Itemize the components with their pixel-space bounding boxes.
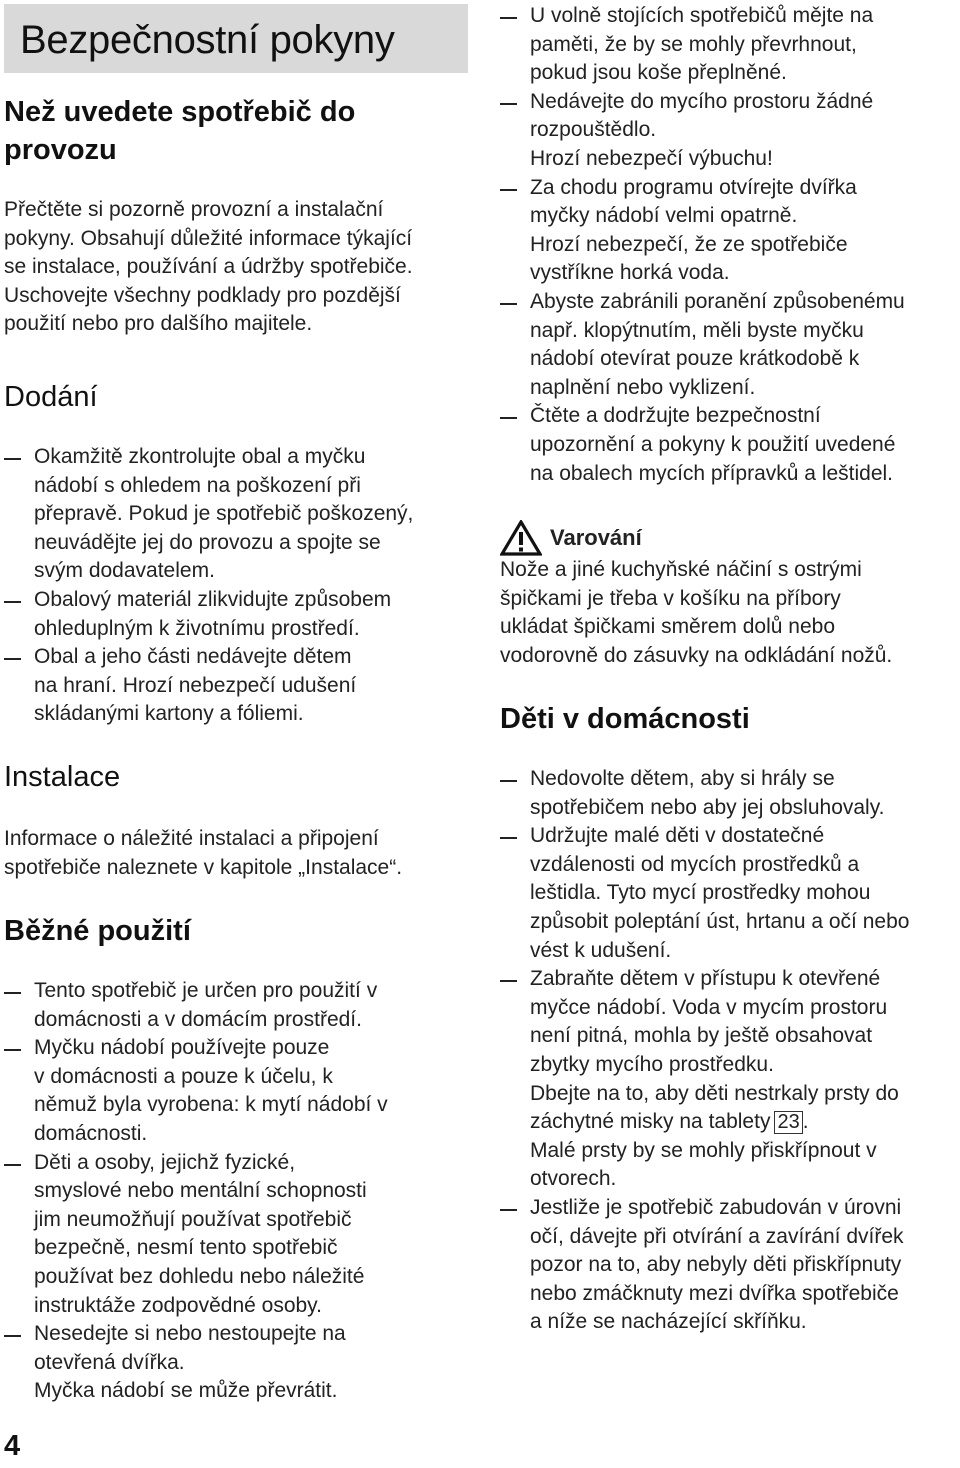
list-item: Obal a jeho části nedávejte dětem na hraní. Hrozí nebezpečí udušení skládanými kartony a fóliemi.	[4, 643, 413, 729]
list-item: Zabraňte dětem v přístupu k otevřené myčce nádobí. Voda v mycím prostoru není pitná, mohla by ještě obsahovat zbytky mycího prostředku. Dbejte na to, aby děti nestrkaly prsty do záchytné misky na tablety 23 . Malé prsty by se mohly přiskřípnout v otvorech.	[500, 965, 909, 1194]
list-item: Nedávejte do mycího prostoru žádné rozpouštědlo. Hrozí nebezpečí výbuchu!	[500, 88, 905, 174]
list-item: Udržujte malé děti v dostatečné vzdálenosti od mycích prostředků a leštidla. Tyto mycí prostředky mohou způsobit poleptání úst, hrtanu a očí nebo vést k udušení.	[500, 822, 909, 965]
list-item: Nesedejte si nebo nestoupejte na otevřená dvířka. Myčka nádobí se může převrátit.	[4, 1320, 388, 1406]
heading-children: Děti v domácnosti	[500, 703, 750, 735]
list-item: Obalový materiál zlikvidujte způsobem ohleduplným k životnímu prostředí.	[4, 586, 413, 643]
heading-before-use: Než uvedete spotřebič do provozu	[4, 96, 356, 166]
list-item: Myčku nádobí používejte pouze v domácnosti a pouze k účelu, k němuž byla vyrobena: k mytí nádobí v domácnosti.	[4, 1034, 388, 1148]
title-banner	[4, 4, 468, 73]
list-item: Jestliže je spotřebič zabudován v úrovni očí, dávejte při otvírání a zavírání dvířek pozor na to, aby nebyly děti přiskřípnuty nebo zmáčknuty mezi dvířka spotřebiče a níže se nacházející skříňku.	[500, 1194, 909, 1337]
list-item: Nedovolte dětem, aby si hrály se spotřebičem nebo aby jej obsluhovaly.	[500, 765, 909, 822]
normal-use-list	[4, 977, 388, 1406]
list-item: Za chodu programu otvírejte dvířka myčky nádobí velmi opatrně. Hrozí nebezpečí, že ze spotřebiče vystříkne horká voda.	[500, 174, 905, 288]
list-item: Abyste zabránili poranění způsobenému např. klopýtnutím, měli byste myčku nádobí otevírat pouze krátkodobě k naplnění nebo vyklizení.	[500, 288, 905, 402]
heading-installation: Instalace	[4, 761, 121, 793]
heading-normal-use: Běžné použití	[4, 915, 191, 947]
delivery-list	[4, 443, 413, 729]
page-title: Bezpečnostní pokyny	[20, 18, 395, 62]
list-item: Tento spotřebič je určen pro použití v domácnosti a v domácím prostředí.	[4, 977, 388, 1034]
warning-text: Nože a jiné kuchyňské náčiní s ostrými špičkami je třeba v košíku na příbory ukládat špičkami směrem dolů nebo vodorovně do zásuvky na odkládání nožů.	[500, 558, 893, 667]
children-list	[500, 765, 909, 1337]
warning-label: Varování	[550, 525, 642, 550]
list-item: Okamžitě zkontrolujte obal a myčku nádobí s ohledem na poškození při přepravě. Pokud je spotřebič poškozený, neuvádějte jej do provozu a spojte se svým dodavatelem.	[4, 443, 413, 586]
safety-list	[500, 2, 905, 488]
paragraph-before-use: Přečtěte si pozorně provozní a instalační pokyny. Obsahují důležité informace týkající se instalace, používání a údržby spotřebiče. Uschovejte všechny podklady pro pozdější použití nebo pro dalšího majitele.	[4, 198, 413, 336]
heading-delivery: Dodání	[4, 381, 98, 413]
list-item: Děti a osoby, jejichž fyzické, smyslové nebo mentální schopnosti jim neumožňují používat spotřebič bezpečně, nesmí tento spotřebič používat bez dohledu nebo náležité instruktáže zodpovědné osoby.	[4, 1149, 388, 1321]
warning-heading	[500, 520, 642, 556]
paragraph-installation: Informace o náležité instalaci a připojení spotřebiče naleznete v kapitole „Instalace“.	[4, 827, 403, 879]
list-item: Čtěte a dodržujte bezpečnostní upozornění a pokyny k použití uvedené na obalech mycích přípravků a leštidel.	[500, 402, 905, 488]
page-number: 4	[4, 1430, 21, 1462]
list-item: U volně stojících spotřebičů mějte na paměti, že by se mohly převrhnout, pokud jsou koše přeplněné.	[500, 2, 905, 88]
warning-triangle-icon	[500, 520, 542, 556]
figure-reference: 23	[774, 1111, 802, 1134]
